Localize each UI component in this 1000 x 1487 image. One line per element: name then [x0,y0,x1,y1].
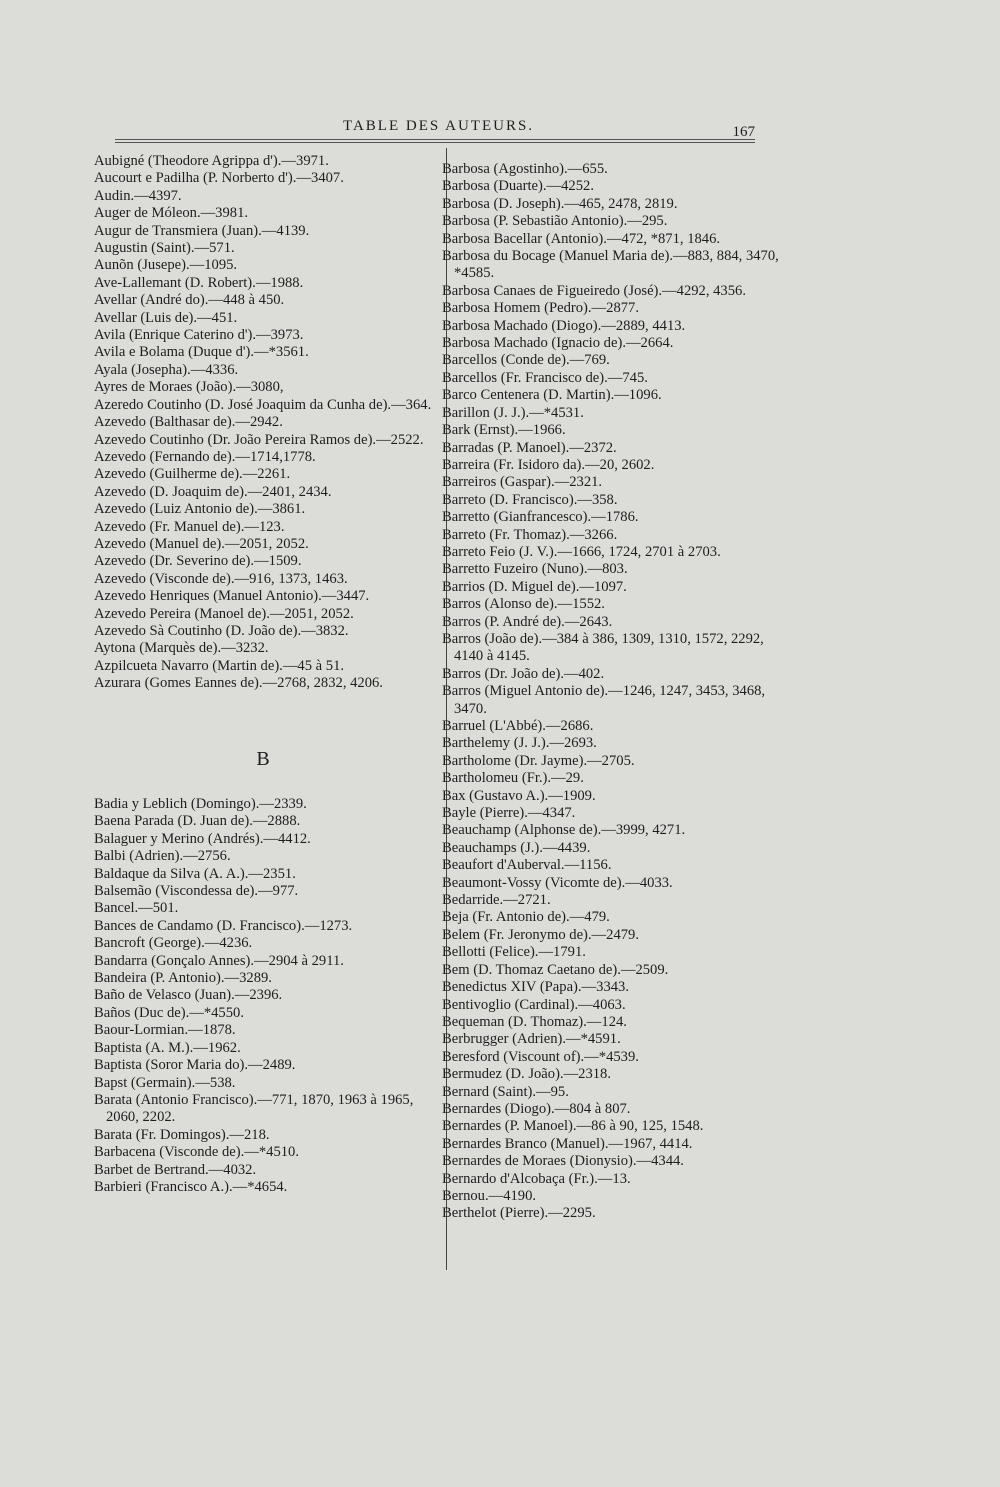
index-entry: Barreiros (Gaspar).—2321. [442,474,603,491]
index-entry: Baldaque da Silva (A. A.).—2351. [94,865,296,882]
running-title: TABLE DES AUTEURS. [343,118,535,134]
index-entry: Azevedo (Fr. Manuel de).—123. [94,518,285,535]
index-entry: Balaguer y Merino (Andrés).—4412. [94,830,311,847]
entries-b [88,796,438,1196]
index-entry: Azevedo (Dr. Severino de).—1509. [94,553,302,570]
index-entry: Bem (D. Thomaz Caetano de).—2509. [442,961,669,978]
index-entry: Barretto (Gianfrancesco).—1786. [442,509,639,526]
index-entry: Barata (Fr. Domingos).—218. [94,1126,270,1143]
index-entry: Barbosa du Bocage (Manuel Maria de).—883, 884, 3470, *4585. [442,248,779,282]
index-entry: Barcellos (Fr. Francisco de).—745. [442,369,648,386]
index-entry: Barbosa Machado (Diogo).—2889, 4413. [442,317,686,334]
index-entry: Avila e Bolama (Duque d').—*3561. [94,344,309,361]
index-entry: Aubigné (Theodore Agrippa d').—3971. [94,153,329,169]
page-header [115,118,755,146]
index-entry: Barros (João de).—384 à 386, 1309, 1310, 1572, 2292, 4140 à 4145. [442,630,764,665]
index-entry: Barthelemy (J. J.).—2693. [442,735,597,752]
index-entry: Azeredo Coutinho (D. José Joaquim da Cunha de).—364. [94,396,432,413]
index-entry: Baño de Velasco (Juan).—2396. [94,987,283,1004]
index-entry: Berbrugger (Adrien).—*4591. [442,1031,621,1048]
index-entry: Bernou.—4190. [442,1187,537,1204]
entries-right [436,161,788,1223]
index-entry: Barretto Fuzeiro (Nuno).—803. [442,561,628,578]
index-entry: Barros (Dr. João de).—402. [442,665,605,682]
index-entry: Bayle (Pierre).—4347. [442,805,576,822]
index-entry: Barbieri (Francisco A.).—*4654. [94,1178,288,1195]
index-entry: Baptista (Soror Maria do).—2489. [94,1057,296,1074]
index-entry: Barros (P. André de).—2643. [442,613,613,630]
index-entry: Bark (Ernst).—1966. [442,422,566,439]
index-entry: Avila (Enrique Caterino d').—3973. [94,327,304,344]
index-entry: Balbi (Adrien).—2756. [94,848,231,865]
index-entry: Bernardes (P. Manoel).—86 à 90, 125, 1548. [442,1118,704,1135]
index-entry: Barreto Feio (J. V.).—1666, 1724, 2701 à 2703. [442,543,721,560]
index-entry: Bequeman (D. Thomaz).—124. [442,1013,627,1030]
index-entry: Bartholome (Dr. Jayme).—2705. [442,752,635,769]
index-entry: Belem (Fr. Jeronymo de).—2479. [442,926,639,943]
header-rule [115,139,755,143]
index-entry: Azevedo (Luiz Antonio de).—3861. [94,501,306,518]
index-entry: Auger de Móleon.—3981. [94,205,249,222]
index-entry: Badia y Leblich (Domingo).—2339. [94,796,307,812]
index-entry: Barros (Alonso de).—1552. [442,596,605,613]
index-entry: Azurara (Gomes Eannes de).—2768, 2832, 4206. [94,675,383,692]
index-entry: Bancroft (George).—4236. [94,935,253,952]
index-entry: Barbosa Machado (Ignacio de).—2664. [442,335,674,352]
section-letter-b: B [256,747,270,770]
index-entry: Bernardes (Diogo).—804 à 807. [442,1100,631,1117]
index-entry: Azevedo (Balthasar de).—2942. [94,414,283,431]
index-entry: Ayres de Moraes (João).—3080, [94,379,284,396]
index-entry: Azevedo (Visconde de).—916, 1373, 1463. [94,570,348,587]
index-entry: Bances de Candamo (D. Francisco).—1273. [94,917,353,934]
index-entry: Barata (Antonio Francisco).—771, 1870, 1963 à 1965, 2060, 2202. [94,1091,414,1126]
index-entry: Avellar (Luis de).—451. [94,309,238,326]
index-entry: Baptista (A. M.).—1962. [94,1039,241,1056]
index-entry: Benedictus XIV (Papa).—3343. [442,979,629,996]
left-column [88,153,438,1196]
index-entry: Augur de Transmiera (Juan).—4139. [94,222,310,239]
index-entry: Baños (Duc de).—*4550. [94,1004,244,1021]
index-entry: Azevedo Coutinho (Dr. João Pereira Ramos de).—2522. [94,431,424,448]
index-entry: Aucourt e Padilha (P. Norberto d').—3407. [94,170,344,187]
right-column [436,161,788,1223]
index-entry: Beja (Fr. Antonio de).—479. [442,909,610,926]
index-entry: Barbacena (Visconde de).—*4510. [94,1144,299,1161]
index-entry: Barbet de Bertrand.—4032. [94,1161,257,1178]
index-entry: Berthelot (Pierre).—2295. [442,1205,596,1222]
index-entry: Bermudez (D. João).—2318. [442,1066,612,1083]
index-entry: Bellotti (Felice).—1791. [442,944,586,961]
index-entry: Bedarride.—2721. [442,892,551,909]
index-entry: Beauchamps (J.).—4439. [442,839,591,856]
entries-a [88,153,438,693]
index-entry: Audin.—4397. [94,187,182,204]
index-entry: Baour-Lormian.—1878. [94,1022,236,1039]
index-entry: Bernardo d'Alcobaça (Fr.).—13. [442,1170,631,1187]
index-entry: Ayala (Josepha).—4336. [94,361,239,378]
index-entry: Balsemão (Viscondessa de).—977. [94,883,299,900]
index-entry: Azevedo (Fernando de).—1714,1778. [94,448,316,465]
index-entry: Barrios (D. Miguel de).—1097. [442,578,627,595]
page-number: 167 [732,124,755,140]
index-entry: Barcellos (Conde de).—769. [442,352,610,369]
index-entry: Beauchamp (Alphonse de).—3999, 4271. [442,822,686,839]
index-entry: Bernard (Saint).—95. [442,1083,569,1100]
index-entry: Barbosa (D. Joseph).—465, 2478, 2819. [442,195,678,212]
index-entry: Barco Centenera (D. Martin).—1096. [442,387,662,404]
index-entry: Aunõn (Jusepe).—1095. [94,257,238,274]
index-entry: Bernardes Branco (Manuel).—1967, 4414. [442,1135,693,1152]
index-entry: Avellar (André do).—448 à 450. [94,292,285,309]
index-entry: Azevedo Sà Coutinho (D. João de).—3832. [94,622,349,639]
index-entry: Bandarra (Gonçalo Annes).—2904 à 2911. [94,952,344,969]
index-entry: Barbosa Homem (Pedro).—2877. [442,300,639,317]
index-entry: Baena Parada (D. Juan de).—2888. [94,813,301,830]
index-entry: Bancel.—501. [94,900,179,917]
index-entry: Beresford (Viscount of).—*4539. [442,1048,639,1065]
index-entry: Azevedo Henriques (Manuel Antonio).—3447. [94,588,370,605]
index-entry: Barreto (Fr. Thomaz).—3266. [442,526,618,543]
index-entry: Beaumont-Vossy (Vicomte de).—4033. [442,874,673,891]
index-entry: Barbosa Bacellar (Antonio).—472, *871, 1846. [442,230,721,247]
index-entry: Azevedo Pereira (Manoel de).—2051, 2052. [94,605,354,622]
index-entry: Barradas (P. Manoel).—2372. [442,439,617,456]
index-entry: Augustin (Saint).—571. [94,240,235,257]
index-entry: Bax (Gustavo A.).—1909. [442,787,596,804]
index-entry: Barbosa Canaes de Figueiredo (José).—4292, 4356. [442,282,746,299]
index-entry: Bernardes de Moraes (Dionysio).—4344. [442,1153,684,1170]
index-entry: Beaufort d'Auberval.—1156. [442,857,612,874]
index-entry: Barbosa (Agostinho).—655. [442,161,608,177]
index-entry: Barruel (L'Abbé).—2686. [442,718,594,734]
index-entry: Azevedo (D. Joaquim de).—2401, 2434. [94,483,332,500]
index-entry: Bapst (Germain).—538. [94,1074,236,1091]
index-entry: Bentivoglio (Cardinal).—4063. [442,996,626,1013]
index-entry: Barbosa (P. Sebastião Antonio).—295. [442,213,668,230]
index-entry: Aytona (Marquès de).—3232. [94,640,269,657]
index-entry: Bartholomeu (Fr.).—29. [442,770,584,787]
index-entry: Azpilcueta Navarro (Martin de).—45 à 51. [94,657,345,674]
index-entry: Barros (Miguel Antonio de).—1246, 1247, 3453, 3468, 3470. [442,683,766,717]
index-entry: Azevedo (Guilherme de).—2261. [94,466,291,483]
index-entry: Barillon (J. J.).—*4531. [442,404,584,421]
index-entry: Barbosa (Duarte).—4252. [442,178,594,195]
index-entry: Bandeira (P. Antonio).—3289. [94,970,272,987]
index-entry: Barreto (D. Francisco).—358. [442,491,618,508]
index-entry: Barreira (Fr. Isidoro da).—20, 2602. [442,456,655,473]
index-entry: Azevedo (Manuel de).—2051, 2052. [94,535,309,552]
index-entry: Ave-Lallemant (D. Robert).—1988. [94,274,304,291]
